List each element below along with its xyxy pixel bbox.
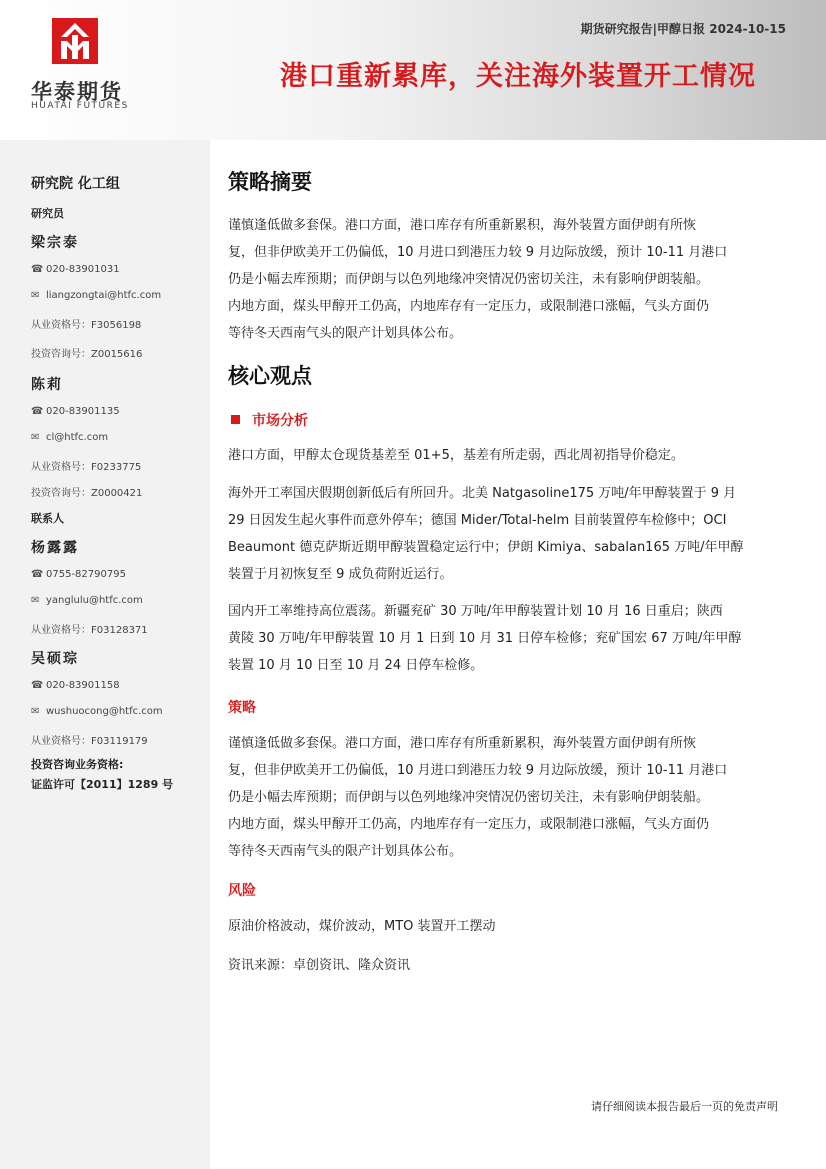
red-square-bullet-icon xyxy=(231,415,240,424)
contact-qualification: 从业资格号：F03119179 xyxy=(31,736,148,747)
license-label: 投资咨询业务资格: xyxy=(31,758,124,771)
author-qualification: 从业资格号：F3056198 xyxy=(31,320,142,331)
market-paragraph: 国内开工率维持高位震荡。新疆兖矿 30 万吨/年甲醇装置计划 10 月 16 日重启；陕西 黄陵 30 万吨/年甲醇装置 10 月 1 日到 10 月 31 日停车检修；兖矿国宏 67 万吨/年甲醇 装置 10 月 10 日至 10 月 24 日停车检修。 xyxy=(228,604,742,673)
strategy-heading: 策略 xyxy=(228,700,256,716)
author-sidebar xyxy=(0,140,210,1169)
market-paragraph: 海外开工率国庆假期创新低后有所回升。北美 Natgasoline175 万吨/年甲醇装置于 9 月 29 日因发生起火事件而意外停车；德国 Mider/Total-helm 目前装置停车检修中；OCI Beaumont 德克萨斯近期甲醇装置稳定运行中；伊朗 Kimiya、sabalan165 万吨/年甲醇 装置于月初恢复至 9 成负荷附近运行。 xyxy=(228,486,744,582)
brand-name-en: HUATAI FUTURES xyxy=(31,101,129,111)
contact-phone: ☎ 0755-82790795 xyxy=(31,569,126,580)
report-title: 港口重新累库，关注海外装置开工情况 xyxy=(280,61,756,92)
contact-name: 吴硕琮 xyxy=(31,651,79,667)
author-email[interactable]: ✉ liangzongtai@htfc.com xyxy=(31,290,162,301)
brand-name-cn: 华泰期货 xyxy=(31,80,123,104)
contact-name: 杨露露 xyxy=(31,540,79,556)
contact-email[interactable]: ✉ yanglulu@htfc.com xyxy=(31,595,143,606)
summary-heading: 策略摘要 xyxy=(228,170,312,194)
phone-icon: ☎ xyxy=(31,264,44,275)
mail-icon: ✉ xyxy=(31,290,40,301)
author-phone: ☎ 020-83901031 xyxy=(31,264,120,275)
department: 研究院 化工组 xyxy=(31,176,120,192)
contact-label: 联系人 xyxy=(31,512,64,525)
license-value: 证监许可【2011】1289 号 xyxy=(31,778,174,791)
contact-qualification: 从业资格号：F03128371 xyxy=(31,625,148,636)
market-paragraph: 港口方面，甲醇太仓现货基差至 01+5，基差有所走弱，西北周初指导价稳定。 xyxy=(228,448,684,463)
phone-icon: ☎ xyxy=(31,680,44,691)
mail-icon: ✉ xyxy=(31,706,40,717)
phone-icon: ☎ xyxy=(31,406,44,417)
author-qualification: 从业资格号：F0233775 xyxy=(31,462,142,473)
mail-icon: ✉ xyxy=(31,595,40,606)
core-view-heading: 核心观点 xyxy=(228,364,312,388)
mail-icon: ✉ xyxy=(31,432,40,443)
summary-paragraph: 谨慎逢低做多套保。港口方面，港口库存有所重新累积，海外装置方面伊朗有所恢 复，但非伊欧美开工仍偏低，10 月进口到港压力较 9 月边际放缓，预计 10-11 月港口 仍是小幅去库预期；而伊朗与以色列地缘冲突情况仍密切关注，未有影响伊朗装船。 内地方面，煤头甲醇开工仍高，内地库存有一定压力，或限制港口涨幅，气头方面仍 等待冬天西南气头的限产计划具体公布。 xyxy=(228,218,728,341)
source-paragraph: 资讯来源：卓创资讯、隆众资讯 xyxy=(228,958,411,973)
report-header xyxy=(0,0,826,140)
author-email[interactable]: ✉ cl@htfc.com xyxy=(31,432,109,443)
risk-paragraph: 原油价格波动，煤价波动，MTO 装置开工摆动 xyxy=(228,919,496,934)
author-advisory-id: 投资咨询号：Z0000421 xyxy=(31,488,143,499)
report-tag: 期货研究报告|甲醇日报 2024-10-15 xyxy=(580,22,786,36)
author-name: 梁宗泰 xyxy=(31,235,79,251)
disclaimer-note: 请仔细阅读本报告最后一页的免责声明 xyxy=(591,1100,778,1113)
strategy-paragraph: 谨慎逢低做多套保。港口方面，港口库存有所重新累积，海外装置方面伊朗有所恢 复，但非伊欧美开工仍偏低，10 月进口到港压力较 9 月边际放缓，预计 10-11 月港口 仍是小幅去库预期；而伊朗与以色列地缘冲突情况仍密切关注，未有影响伊朗装船。 内地方面，煤头甲醇开工仍高，内地库存有一定压力，或限制港口涨幅，气头方面仍 等待冬天西南气头的限产计划具体公布。 xyxy=(228,736,728,859)
contact-email[interactable]: ✉ wushuocong@htfc.com xyxy=(31,706,163,717)
author-phone: ☎ 020-83901135 xyxy=(31,406,120,417)
risk-heading: 风险 xyxy=(228,883,256,899)
author-advisory-id: 投资咨询号：Z0015616 xyxy=(31,349,143,360)
phone-icon: ☎ xyxy=(31,569,44,580)
huatai-logo-icon xyxy=(52,18,98,64)
researcher-label: 研究员 xyxy=(31,207,64,220)
author-name: 陈莉 xyxy=(31,377,63,393)
market-analysis-heading: 市场分析 xyxy=(228,410,308,430)
contact-phone: ☎ 020-83901158 xyxy=(31,680,120,691)
